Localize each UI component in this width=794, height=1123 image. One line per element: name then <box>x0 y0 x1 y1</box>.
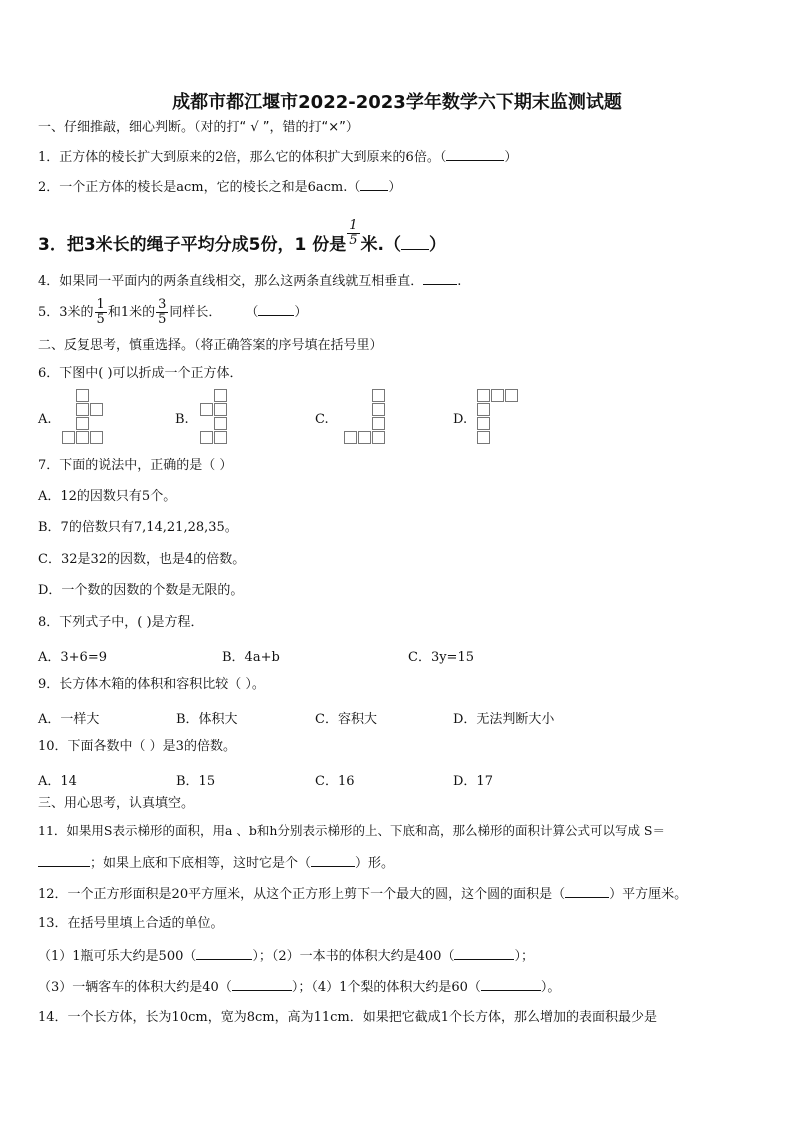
q10-option-c[interactable]: C．16 <box>315 774 355 789</box>
answer-blank[interactable] <box>258 303 294 316</box>
option-d[interactable]: D. <box>453 412 468 427</box>
q8-option-b[interactable]: B．4a+b <box>222 650 280 665</box>
question-12: 12．一个正方形面积是20平方厘米，从这个正方形上剪下一个最大的圆，这个圆的面积是（ ）平方厘米。 <box>38 887 688 902</box>
question-4: 4．如果同一平面内的两条直线相交，那么这两条直线就互相垂直． . <box>38 274 462 289</box>
question-10: 10．下面各数中（ ）是3的倍数。 <box>38 739 236 754</box>
question-13-line-2: （3）一辆客车的体积大约是40（ ）；（4）1个梨的体积大约是60（ ）。 <box>38 980 561 995</box>
question-11-line-1: 11．如果用S表示梯形的面积，用a 、b和h分别表示梯形的上、下底和高，那么梯形的面积计算公式可以写成 S＝ <box>38 823 665 838</box>
question-1: 1．正方体的棱长扩大到原来的2倍，那么它的体积扩大到原来的6倍。（ ） <box>38 150 518 165</box>
answer-blank[interactable] <box>454 947 514 960</box>
section-3-heading: 三、用心思考，认真填空。 <box>38 796 195 811</box>
question-6: 6．下图中( )可以折成一个正方体． <box>38 366 243 381</box>
option-a[interactable]: A. <box>38 412 52 427</box>
option-b[interactable]: B. <box>175 412 189 427</box>
fraction: $\frac{1}{5}$ <box>96 297 105 327</box>
answer-blank[interactable] <box>423 272 457 285</box>
question-4-text: 4．如果同一平面内的两条直线相交，那么这两条直线就互相垂直． <box>38 274 424 289</box>
answer-blank[interactable] <box>38 854 90 867</box>
q7-option-b[interactable]: B．7的倍数只有7,14,21,28,35。 <box>38 520 238 535</box>
q7-option-c[interactable]: C．32是32的因数，也是4的倍数。 <box>38 552 246 567</box>
q10-option-b[interactable]: B．15 <box>176 774 216 789</box>
answer-blank[interactable] <box>565 885 609 898</box>
answer-blank[interactable] <box>446 148 504 161</box>
q10-option-a[interactable]: A．14 <box>38 774 77 789</box>
question-8: 8．下列式子中，( )是方程． <box>38 615 204 630</box>
q8-option-c[interactable]: C．3y=15 <box>408 650 474 665</box>
question-3-text: 3．把3米长的绳子平均分成5份，1 份是 <box>38 235 347 255</box>
question-7: 7．下面的说法中，正确的是（ ） <box>38 458 233 473</box>
question-9: 9．长方体木箱的体积和容积比较（ ）。 <box>38 677 265 692</box>
fraction: $\frac{3}{5}$ <box>158 297 167 327</box>
question-13: 13．在括号里填上合适的单位。 <box>38 916 224 931</box>
question-13-line-1: （1）1瓶可乐大约是500（ ）；（2）一本书的体积大约是400（ ）； <box>38 949 534 964</box>
option-c[interactable]: C. <box>315 412 329 427</box>
question-2: 2．一个正方体的棱长是acm，它的棱长之和是6acm.（ ） <box>38 180 402 195</box>
q8-option-a[interactable]: A．3+6=9 <box>38 650 107 665</box>
question-11-line-2: ；如果上底和下底相等，这时它是个（ ）形。 <box>38 854 394 872</box>
question-14: 14．一个长方体，长为10cm，宽为8cm，高为11cm．如果把它截成1个长方体，那么增加的表面积最少是 <box>38 1010 657 1025</box>
question-2-text: 2．一个正方体的棱长是acm，它的棱长之和是6acm.（ <box>38 180 361 195</box>
answer-blank[interactable] <box>481 978 541 991</box>
answer-blank[interactable] <box>311 854 355 867</box>
q9-option-a[interactable]: A．一样大 <box>38 712 100 727</box>
question-3: 3．把3米长的绳子平均分成5份，1 份是 $\frac{1}{5}$ 米.（ ） <box>38 217 446 255</box>
q10-option-d[interactable]: D．17 <box>453 774 493 789</box>
q9-option-c[interactable]: C．容积大 <box>315 712 377 727</box>
q9-option-d[interactable]: D．无法判断大小 <box>453 712 555 727</box>
question-5: 5．3米的 $\frac{1}{5}$ 和1米的 $\frac{3}{5}$ 同样长． （ ） <box>38 297 308 327</box>
q9-option-b[interactable]: B．体积大 <box>176 712 238 727</box>
answer-blank[interactable] <box>360 178 388 191</box>
question-1-text: 1．正方体的棱长扩大到原来的2倍，那么它的体积扩大到原来的6倍。（ <box>38 150 447 165</box>
section-2-heading: 二、反复思考，慎重选择。（将正确答案的序号填在括号里） <box>38 338 383 353</box>
answer-blank[interactable] <box>232 978 292 991</box>
fraction: $\frac{1}{5}$ <box>349 217 358 248</box>
page-title: 成都市都江堰市2022-2023学年数学六下期末监测试题 <box>172 92 622 113</box>
section-1-heading: 一、仔细推敲，细心判断。（对的打“ √ ”，错的打“×”） <box>38 120 359 135</box>
answer-blank[interactable] <box>401 235 429 250</box>
answer-blank[interactable] <box>196 947 252 960</box>
q7-option-d[interactable]: D．一个数的因数的个数是无限的。 <box>38 583 244 598</box>
q7-option-a[interactable]: A．12的因数只有5个。 <box>38 489 177 504</box>
